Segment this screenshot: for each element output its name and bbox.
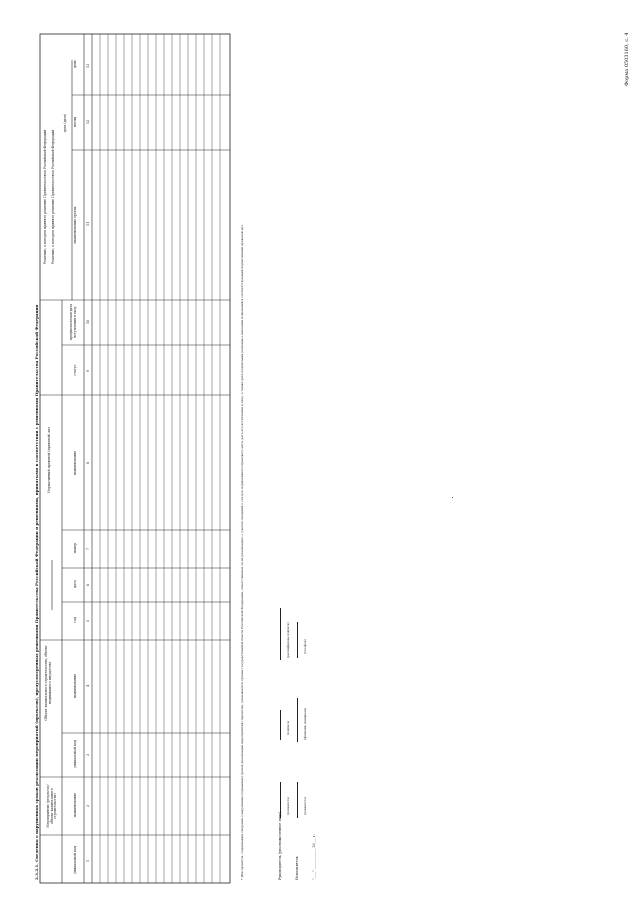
col-header-6: дата bbox=[73, 580, 77, 588]
col-number-12: 12 bbox=[86, 119, 90, 124]
col-number-5: 5 bbox=[86, 619, 90, 622]
col-number-8: 8 bbox=[86, 461, 90, 464]
col-header-11: наименование органа bbox=[73, 206, 77, 244]
col-number-1: 1 bbox=[86, 859, 90, 862]
col-header-3: уникальный код bbox=[73, 740, 77, 768]
col-header-13: день bbox=[73, 60, 77, 68]
header-object: Объект капитального строительства, объект недвижимого имущества bbox=[44, 645, 52, 721]
executor-fio-line bbox=[297, 698, 298, 742]
head-label: Руководитель (уполномоченное лицо) bbox=[278, 811, 282, 880]
col-header-5: год bbox=[73, 617, 77, 623]
col-number-2: 2 bbox=[86, 804, 90, 807]
header-measures: Нормативный правовой (правовой) акт bbox=[47, 427, 51, 494]
header-decision: Решение, о котором принято решение Правительством Российской Федерации bbox=[43, 129, 47, 265]
table-grid bbox=[40, 34, 230, 883]
col-number-7: 7 bbox=[86, 547, 90, 550]
col-number-3: 3 bbox=[86, 753, 90, 756]
form-code: Форма 0503160, с. 4 bbox=[624, 32, 630, 86]
section-title: 2.3.2.1. Сведения о нарушениях сроков реализации мероприятий (проектов), предусмотренных решениями Правительства Российской Федерации и решениями, принятыми в соответствии с решениями Правительства Российской Федерации bbox=[34, 304, 39, 880]
executor-position-line bbox=[297, 782, 298, 818]
date-line: "____" ____________ 20___ г. bbox=[312, 834, 316, 880]
head-signature-caption: (подпись) bbox=[286, 720, 290, 735]
col-header-10: предполагаемая дата вступления в силу bbox=[69, 303, 77, 341]
col-header-8: наименование bbox=[73, 450, 77, 476]
executor-phone-caption: (телефон) bbox=[303, 639, 307, 654]
footnote: * Для проектов, содержащих сведения о нарушении (сорванных) сроков реализации мероприятий (проектов), указываются органы государственной власти Российской Федерации, ответственные за их реализацию, с учетом сведений о статусе нормативного правового акта, дата его вступления в силу, а также дата подписания решения о внесении изменений в соответствующий нормативный правовой акт. bbox=[240, 224, 244, 880]
col-number-10: 10 bbox=[86, 319, 90, 324]
scan-speck bbox=[452, 497, 453, 498]
col-header-7: номер bbox=[73, 542, 77, 554]
col-header-4: наименование bbox=[73, 673, 77, 699]
executor-position-caption: (должность) bbox=[303, 796, 307, 815]
header-deadline: срок (дата) bbox=[63, 113, 67, 133]
col-number-11: 11 bbox=[86, 221, 90, 226]
executor-label: Исполнитель bbox=[295, 856, 299, 880]
executor-phone-line bbox=[297, 622, 298, 658]
col-number-4: 4 bbox=[86, 684, 90, 687]
col-header-2: наименование bbox=[73, 792, 77, 818]
head-signature-line bbox=[280, 710, 281, 740]
head-position-caption: (должность) bbox=[286, 796, 290, 815]
col-header-9: статус bbox=[73, 364, 77, 376]
executor-fio-caption: (фамилия, инициалы) bbox=[303, 707, 307, 740]
col-header-12: месяц bbox=[73, 116, 77, 128]
head-name-line bbox=[280, 608, 281, 660]
col-number-9: 9 bbox=[86, 369, 90, 372]
col-number-13: 13 bbox=[86, 63, 90, 68]
head-name-caption: (расшифровка подписи) bbox=[286, 622, 290, 658]
header-event: Мероприятие (результат/объект капитального строительства) bbox=[46, 784, 58, 828]
head-position-line bbox=[280, 782, 281, 818]
col-header-1: уникальный код bbox=[73, 846, 77, 874]
col-number-6: 6 bbox=[86, 583, 90, 586]
header-decision-sub: Решение, о котором принято решение Правительством Российской Федерации bbox=[51, 129, 55, 265]
